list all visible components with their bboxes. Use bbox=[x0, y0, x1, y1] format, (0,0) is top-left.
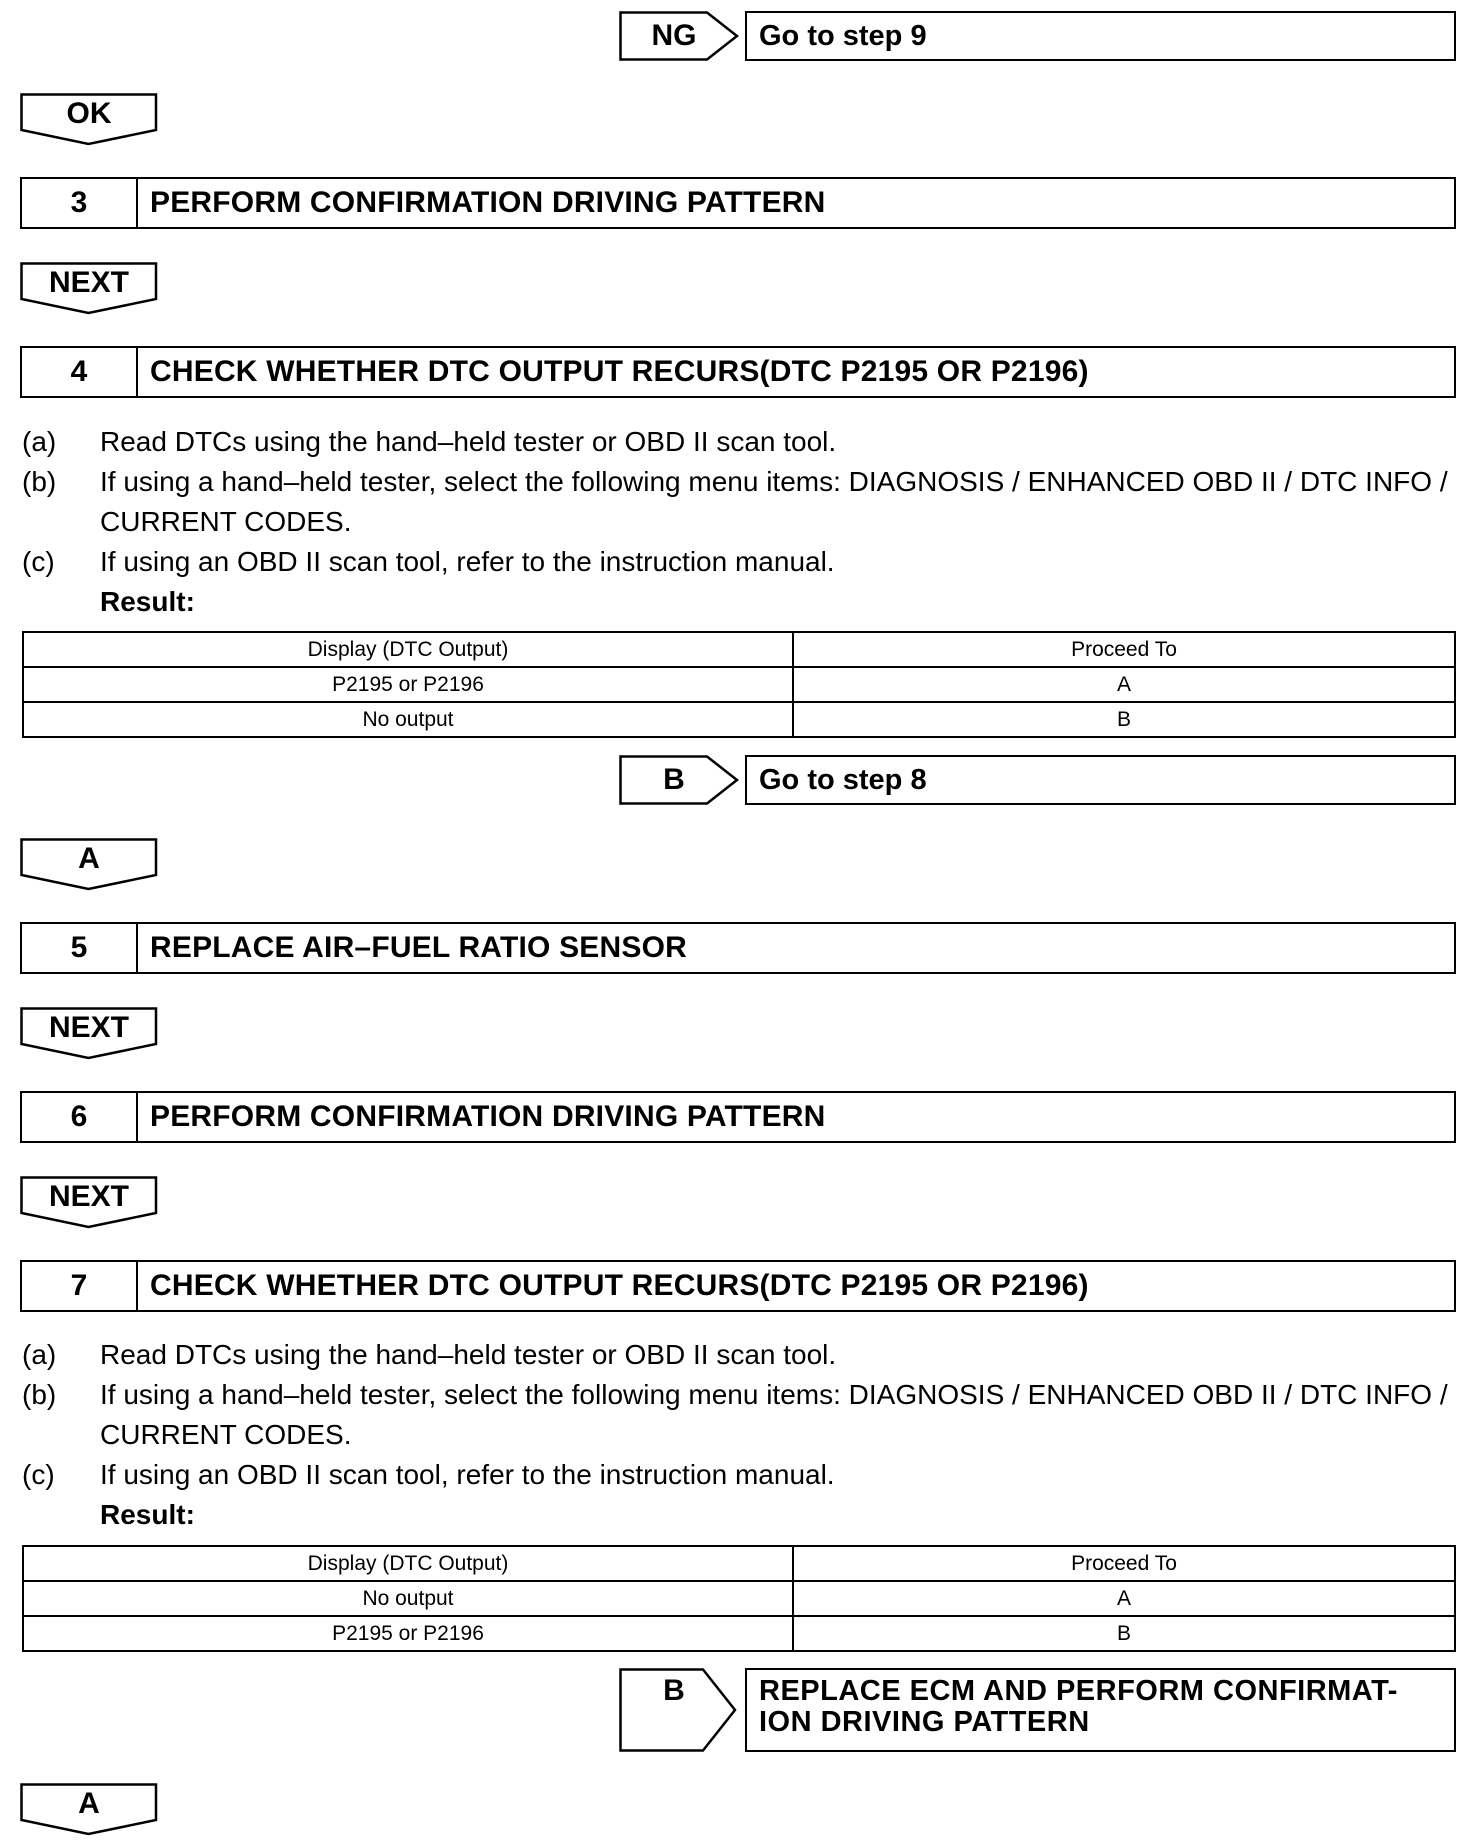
instruction-item bbox=[22, 422, 1462, 462]
step-title: PERFORM CONFIRMATION DRIVING PATTERN bbox=[150, 1100, 826, 1133]
ok-label: OK bbox=[66, 97, 112, 130]
step-number: 6 bbox=[22, 1093, 138, 1141]
table-cell: No output bbox=[23, 1581, 793, 1616]
branch-b-label: B bbox=[663, 763, 685, 796]
instruction-text: Read DTCs using the hand–held tester or OBD II scan tool. bbox=[100, 426, 837, 457]
next-flow-tab bbox=[20, 1176, 160, 1232]
step-4-instructions bbox=[22, 422, 1462, 622]
table-row bbox=[23, 1616, 1455, 1651]
next-flow-tab bbox=[20, 1007, 160, 1063]
table-header-cell: Display (DTC Output) bbox=[23, 632, 793, 667]
next-label: NEXT bbox=[48, 266, 129, 299]
instruction-text: If using an OBD II scan tool, refer to the instruction manual. bbox=[100, 1459, 835, 1490]
instruction-item bbox=[22, 1455, 1462, 1495]
replace-ecm-box bbox=[745, 1668, 1456, 1752]
step-3-header bbox=[20, 177, 1456, 229]
table-cell: B bbox=[793, 1616, 1455, 1651]
table-row bbox=[23, 1581, 1455, 1616]
go-to-step-8-box: Go to step 8 bbox=[745, 755, 1456, 805]
instruction-mark: (c) bbox=[22, 1459, 55, 1490]
instruction-mark: (a) bbox=[22, 1339, 57, 1370]
instruction-item bbox=[22, 1335, 1462, 1375]
a-label: A bbox=[78, 842, 100, 875]
step-4-header bbox=[20, 346, 1456, 398]
table-header-cell: Proceed To bbox=[793, 1546, 1455, 1581]
step-number: 5 bbox=[22, 924, 138, 972]
table-cell: A bbox=[793, 1581, 1455, 1616]
table-cell: A bbox=[793, 667, 1455, 702]
instruction-text: If using an OBD II scan tool, refer to the instruction manual. bbox=[100, 546, 835, 577]
table-cell: B bbox=[793, 702, 1455, 737]
ok-flow-tab bbox=[20, 93, 160, 149]
replace-ecm-line-2: ION DRIVING PATTERN bbox=[759, 1706, 1090, 1738]
next-flow-tab bbox=[20, 262, 160, 318]
branch-ng-label: NG bbox=[651, 19, 697, 52]
next-label: NEXT bbox=[48, 1180, 129, 1213]
step-4-result-table bbox=[22, 631, 1456, 738]
table-cell: P2195 or P2196 bbox=[23, 1616, 793, 1651]
replace-ecm-line-1: REPLACE ECM AND PERFORM CONFIRMAT- bbox=[759, 1675, 1398, 1707]
step-number: 3 bbox=[22, 179, 138, 227]
instruction-item bbox=[22, 1375, 1462, 1455]
instruction-text: If using a hand–held tester, select the following menu items: DIAGNOSIS / ENHANCED OBD II / DTC INFO / CURRENT CODES. bbox=[100, 466, 1448, 537]
branch-b-arrow bbox=[619, 1668, 739, 1752]
a-label: A bbox=[78, 1787, 100, 1820]
instruction-mark: (a) bbox=[22, 426, 57, 457]
result-label: Result: bbox=[100, 586, 195, 617]
a-flow-tab bbox=[20, 1783, 160, 1839]
table-header-row bbox=[23, 632, 1455, 667]
step-title: CHECK WHETHER DTC OUTPUT RECURS(DTC P2195 OR P2196) bbox=[150, 1269, 1089, 1302]
table-row bbox=[23, 702, 1455, 737]
step-7-instructions bbox=[22, 1335, 1462, 1535]
next-label: NEXT bbox=[48, 1011, 129, 1044]
instruction-mark: (c) bbox=[22, 546, 55, 577]
instruction-text: Read DTCs using the hand–held tester or OBD II scan tool. bbox=[100, 1339, 837, 1370]
branch-b-label: B bbox=[663, 1674, 685, 1707]
step-6-header bbox=[20, 1091, 1456, 1143]
instruction-item bbox=[22, 462, 1462, 542]
step-title: CHECK WHETHER DTC OUTPUT RECURS(DTC P2195 OR P2196) bbox=[150, 355, 1089, 388]
instruction-mark: (b) bbox=[22, 466, 57, 497]
table-cell: No output bbox=[23, 702, 793, 737]
step-number: 7 bbox=[22, 1262, 138, 1310]
a-flow-tab bbox=[20, 838, 160, 894]
step-7-header bbox=[20, 1260, 1456, 1312]
branch-b-arrow bbox=[619, 755, 739, 805]
table-cell: P2195 or P2196 bbox=[23, 667, 793, 702]
branch-ng-arrow bbox=[619, 11, 739, 61]
table-header-row bbox=[23, 1546, 1455, 1581]
instruction-mark: (b) bbox=[22, 1379, 57, 1410]
table-header-cell: Display (DTC Output) bbox=[23, 1546, 793, 1581]
result-label: Result: bbox=[100, 1499, 195, 1530]
step-5-header bbox=[20, 922, 1456, 974]
step-7-result-table bbox=[22, 1545, 1456, 1652]
step-number: 4 bbox=[22, 348, 138, 396]
table-header-cell: Proceed To bbox=[793, 632, 1455, 667]
instruction-item bbox=[22, 542, 1462, 582]
step-title: PERFORM CONFIRMATION DRIVING PATTERN bbox=[150, 186, 826, 219]
instruction-text: If using a hand–held tester, select the following menu items: DIAGNOSIS / ENHANCED OBD II / DTC INFO / CURRENT CODES. bbox=[100, 1379, 1448, 1450]
step-title: REPLACE AIR–FUEL RATIO SENSOR bbox=[150, 931, 687, 964]
table-row bbox=[23, 667, 1455, 702]
go-to-step-9-box: Go to step 9 bbox=[745, 11, 1456, 61]
